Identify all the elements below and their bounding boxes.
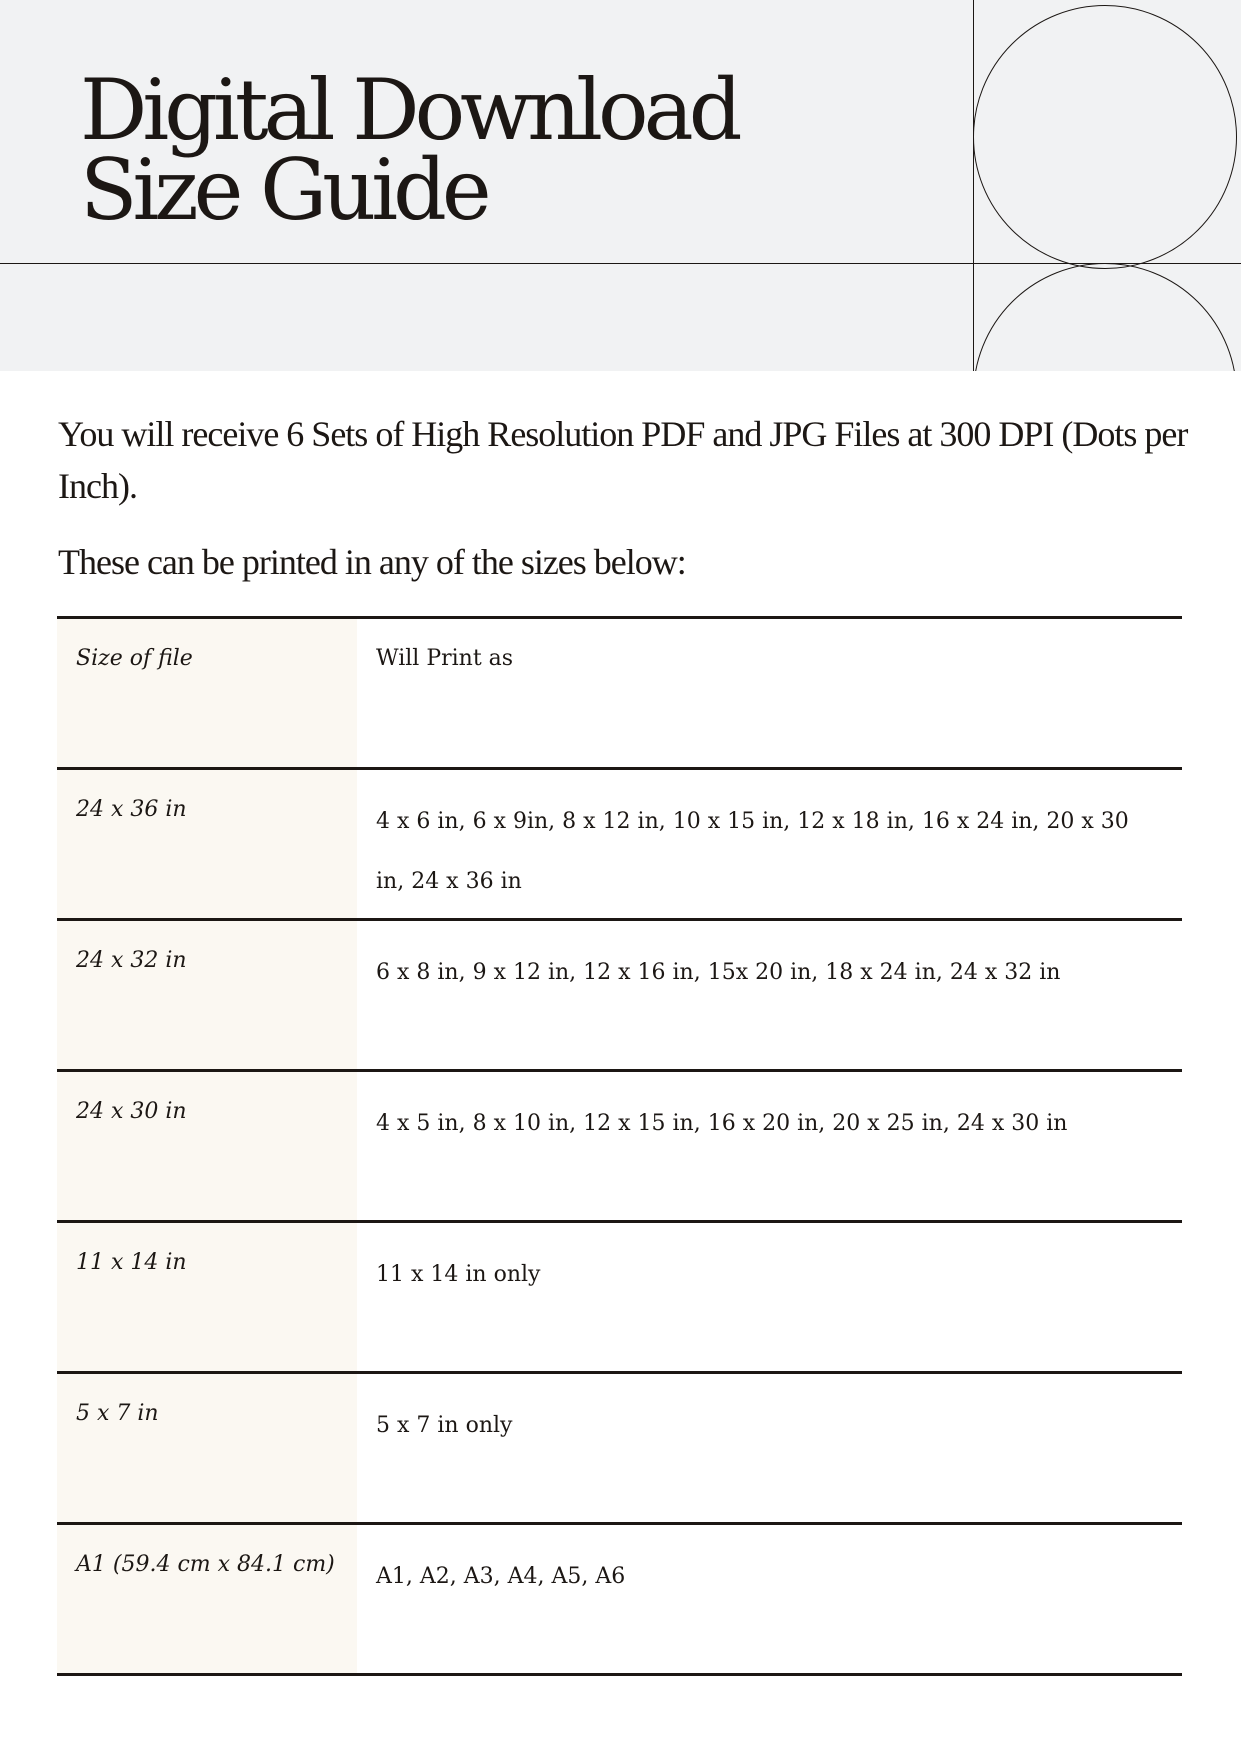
table-row xyxy=(57,1374,1182,1525)
table-row xyxy=(57,1072,1182,1223)
decorative-circle-bottom xyxy=(973,263,1237,371)
file-size-cell: A1 (59.4 cm x 84.1 cm) xyxy=(57,1525,357,1673)
print-sizes-cell: 6 x 8 in, 9 x 12 in, 12 x 16 in, 15x 20 in, 18 x 24 in, 24 x 32 in xyxy=(376,960,1061,985)
page-title-line-1: Digital Download xyxy=(80,61,738,159)
print-sizes-cell: 11 x 14 in only xyxy=(376,1262,541,1287)
header-banner xyxy=(0,0,1241,371)
print-sizes-cell: A1, A2, A3, A4, A5, A6 xyxy=(376,1564,626,1589)
table-row xyxy=(57,1525,1182,1676)
column-header-size: Size of file xyxy=(57,619,357,767)
table-row xyxy=(57,1223,1182,1374)
decorative-circle-top xyxy=(973,5,1237,269)
table-header-row xyxy=(57,619,1182,770)
file-size-cell: 24 x 30 in xyxy=(57,1072,357,1220)
intro-subheading: These can be printed in any of the sizes below: xyxy=(58,542,686,582)
header-vertical-rule xyxy=(973,0,974,371)
column-header-prints: Will Print as xyxy=(376,646,514,671)
file-size-cell: 11 x 14 in xyxy=(57,1223,357,1371)
page-title xyxy=(80,61,738,239)
print-sizes-cell: 5 x 7 in only xyxy=(376,1413,513,1438)
size-table xyxy=(57,616,1182,1676)
file-size-cell: 24 x 32 in xyxy=(57,921,357,1069)
file-size-cell: 5 x 7 in xyxy=(57,1374,357,1522)
intro-paragraph: You will receive 6 Sets of High Resolution PDF and JPG Files at 300 DPI (Dots per Inch). xyxy=(58,414,1188,506)
print-sizes-cell: 4 x 6 in, 6 x 9in, 8 x 12 in, 10 x 15 in, 12 x 18 in, 16 x 24 in, 20 x 30 in, 24 x 36 in xyxy=(376,809,1129,894)
table-row xyxy=(57,770,1182,921)
print-sizes-cell: 4 x 5 in, 8 x 10 in, 12 x 15 in, 16 x 20 in, 20 x 25 in, 24 x 30 in xyxy=(376,1111,1068,1136)
file-size-cell: 24 x 36 in xyxy=(57,770,357,918)
header-horizontal-rule xyxy=(0,263,1241,264)
table-row xyxy=(57,921,1182,1072)
page-title-line-2: Size Guide xyxy=(80,141,487,239)
